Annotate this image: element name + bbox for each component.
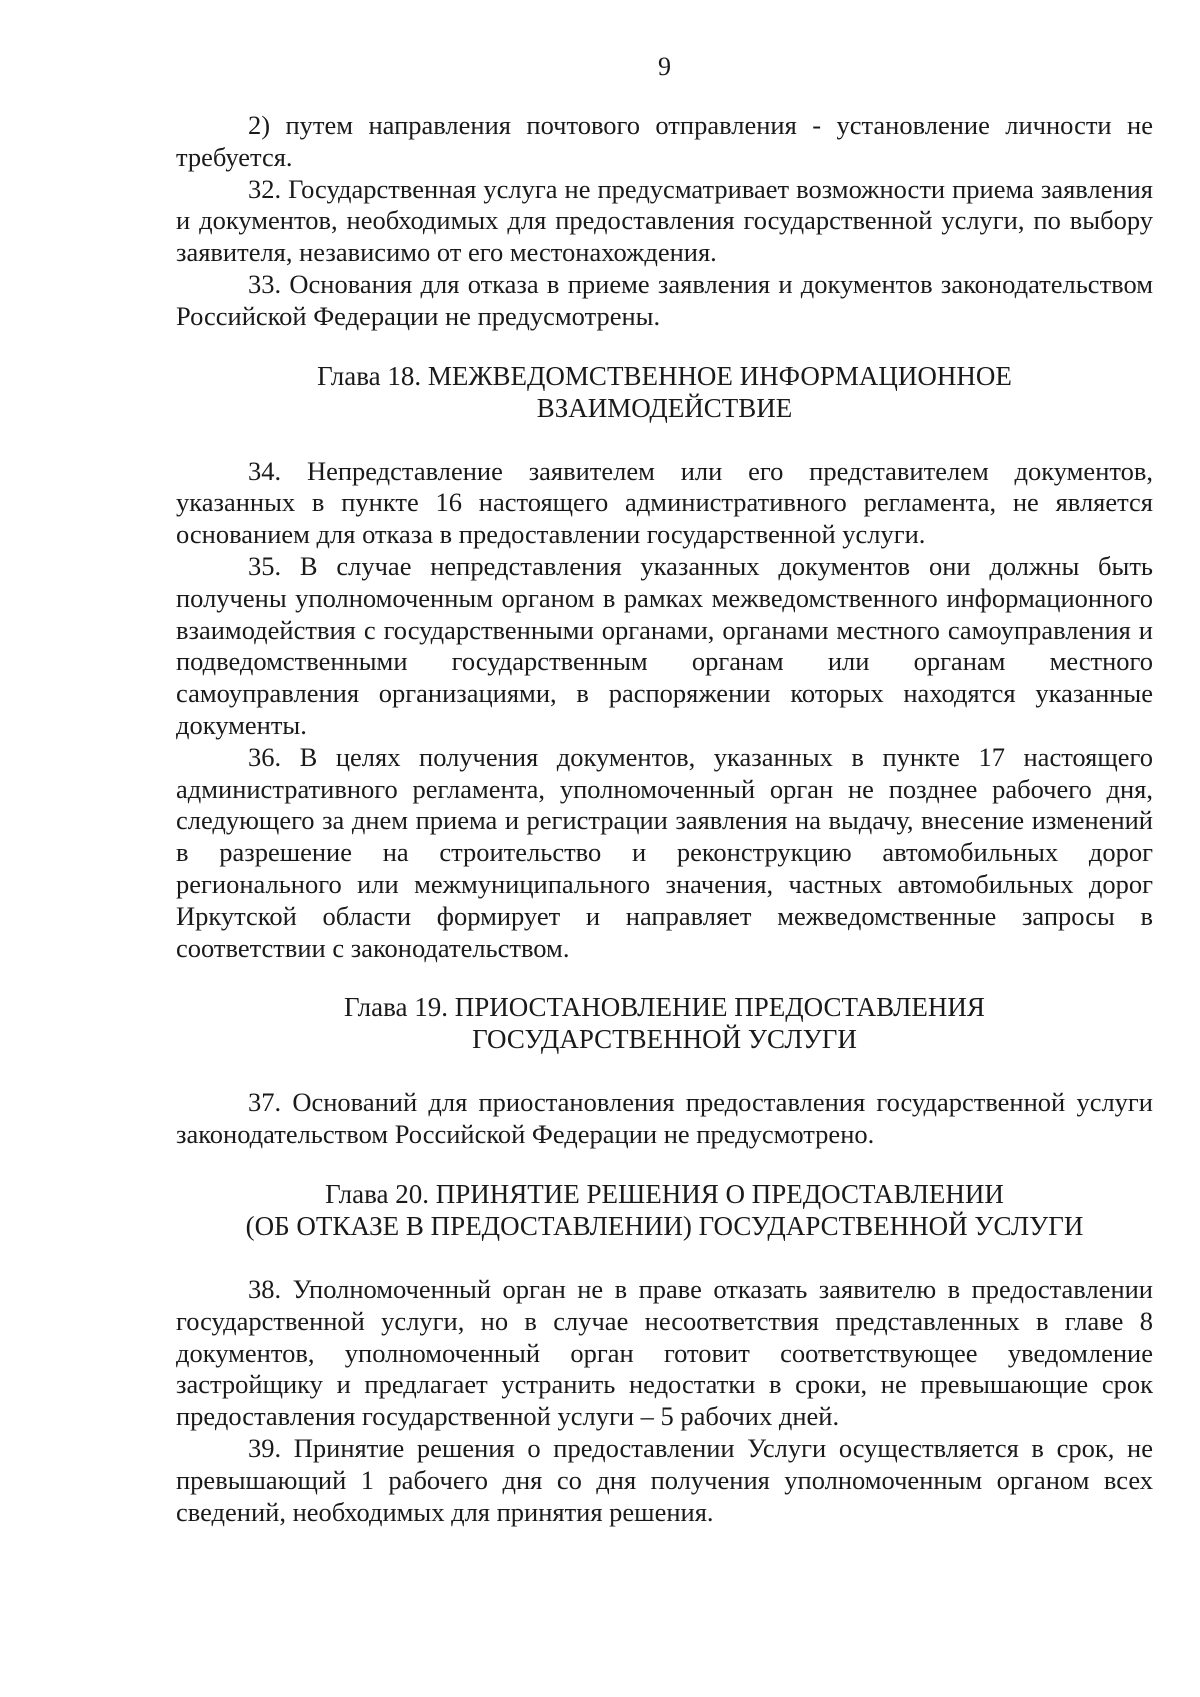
chapter-18-heading-line1: Глава 18. МЕЖВЕДОМСТВЕННОЕ ИНФОРМАЦИОННОЕ: [317, 360, 1012, 391]
paragraph-38: 38. Уполномоченный орган не в праве отказать заявителю в предоставлении государственной услуги, но в случае несоответствия представленных в главе 8 документов, уполномоченный орган готовит соответствующее уведомление застройщику и предлагает устранить недостатки в сроки, не превышающие срок предоставления государственной услуги – 5 рабочих дней.: [176, 1273, 1153, 1432]
chapter-20-heading-line2: (ОБ ОТКАЗЕ В ПРЕДОСТАВЛЕНИИ) ГОСУДАРСТВЕННОЙ УСЛУГИ: [245, 1210, 1084, 1241]
paragraph-39: 39. Принятие решения о предоставлении Услуги осуществляется в срок, не превышающий 1 рабочего дня со дня получения уполномоченным органом всех сведений, необходимых для принятия решения.: [176, 1432, 1153, 1527]
chapter-19-heading-line2: ГОСУДАРСТВЕННОЙ УСЛУГИ: [472, 1024, 857, 1055]
paragraph-34: 34. Непредставление заявителем или его представителем документов, указанных в пункте 16 настоящего административного регламента, не является основанием для отказа в предоставлении государственной услуги.: [176, 455, 1153, 550]
paragraph-36: 36. В целях получения документов, указанных в пункте 17 настоящего административного регламента, уполномоченный орган не позднее рабочего дня, следующего за днем приема и регистрации заявления на выдачу, внесение изменений в разрешение на строительство и реконструкцию автомобильных дорог регионального или межмуниципального значения, частных автомобильных дорог Иркутской области формирует и направляет межведомственные запросы в соответствии с законодательством.: [176, 741, 1153, 963]
chapter-20-heading-line1: Глава 20. ПРИНЯТИЕ РЕШЕНИЯ О ПРЕДОСТАВЛЕНИИ: [325, 1178, 1004, 1209]
document-body: [176, 110, 1153, 1528]
paragraph-2-postal: 2) путем направления почтового отправления - установление личности не требуется.: [176, 110, 1153, 172]
paragraph-32: 32. Государственная услуга не предусматривает возможности приема заявления и документов, необходимых для предоставления государственной услуги, по выбору заявителя, независимо от его местонахождения.: [176, 173, 1153, 268]
paragraph-33: 33. Основания для отказа в приеме заявления и документов законодательством Российской Федерации не предусмотрены.: [176, 268, 1153, 331]
paragraph-35: 35. В случае непредставления указанных документов они должны быть получены уполномоченным органом в рамках межведомственного информационного взаимодействия с государственными органами, органами местного самоуправления и подведомственными государственным органам или органам местного самоуправления организациями, в распоряжении которых находятся указанные документы.: [176, 550, 1153, 740]
chapter-18-heading-line2: ВЗАИМОДЕЙСТВИЕ: [536, 392, 793, 423]
page-number: 9: [658, 52, 671, 81]
chapter-19-heading-line1: Глава 19. ПРИОСТАНОВЛЕНИЕ ПРЕДОСТАВЛЕНИЯ: [344, 992, 985, 1023]
paragraph-37: 37. Оснований для приостановления предоставления государственной услуги законодательством Российской Федерации не предусмотрено.: [176, 1087, 1153, 1150]
